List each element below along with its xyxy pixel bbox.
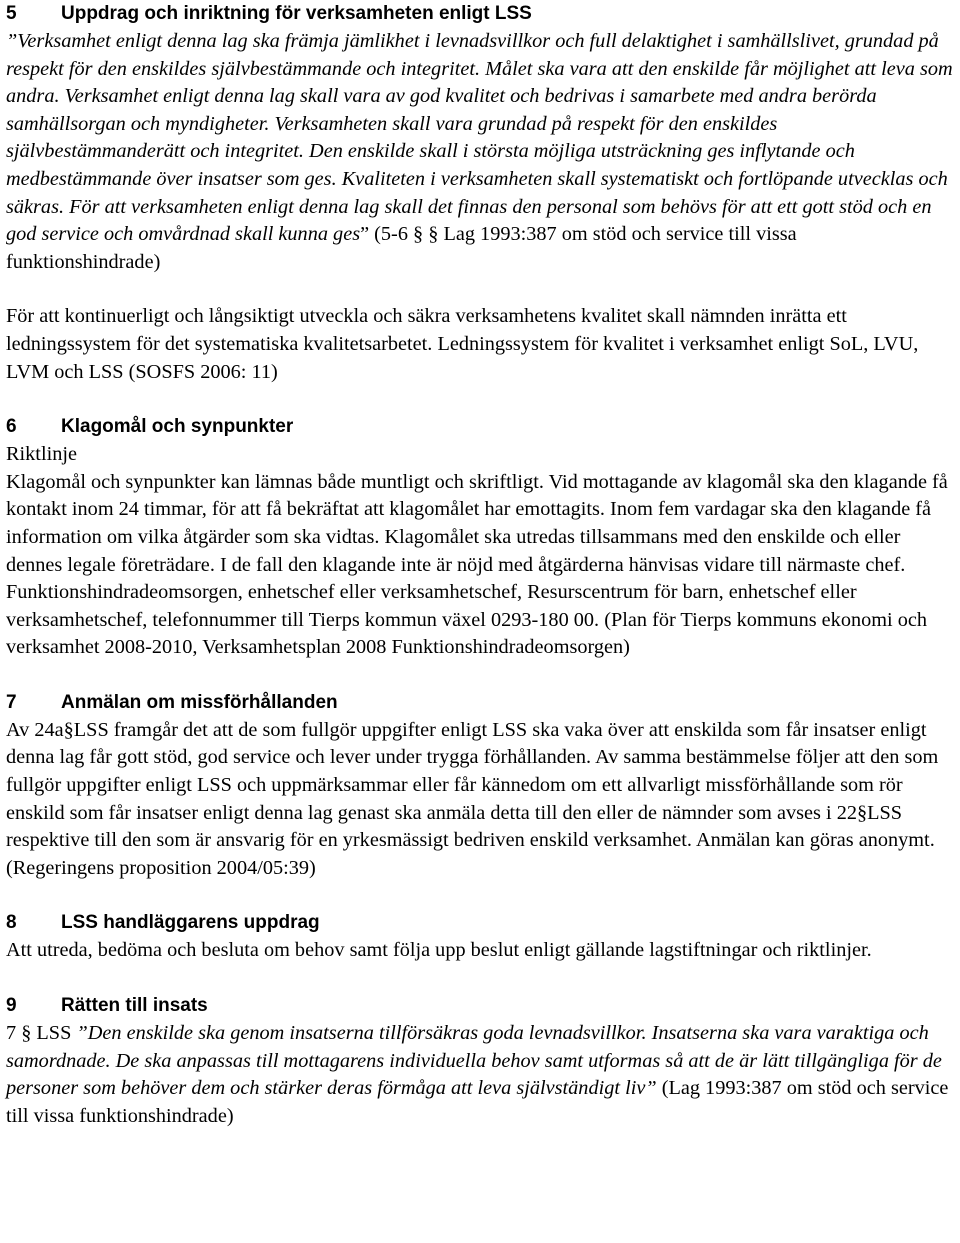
section-title: Uppdrag och inriktning för verksamheten enligt LSS — [61, 3, 532, 24]
section-number: 7 — [6, 691, 17, 713]
section-number: 6 — [6, 416, 17, 438]
section-5-quote-paragraph — [6, 28, 956, 276]
section-number: 9 — [6, 995, 17, 1017]
document-page — [6, 0, 956, 1130]
quote-text: ”Den enskilde ska genom insatserna tillförsäkras goda levnadsvillkor. Insatserna ska vara varaktiga och samordnade. De ska anpassas till mottagarens individuella behov samt utformas så att de är lätt tillgängliga för de personer som behöver dem och stärker deras förmåga att leva självständigt liv” — [6, 1022, 942, 1100]
section-9-paragraph — [6, 1020, 956, 1130]
section-title: Anmälan om missförhållanden — [61, 691, 338, 713]
section-5-paragraph-2: För att kontinuerligt och långsiktigt utveckla och säkra verksamhetens kvalitet skall nämnden inrätta ett ledningssystem för det systematiska kvalitetsarbetet. Ledningssystem för kvalitet i verksamhet enligt SoL, LVU, LVM och LSS (SOSFS 2006: 11) — [6, 305, 919, 383]
section-heading-9 — [6, 992, 956, 1020]
citation-text: (Lag 1993:387 om stöd och service till vissa funktionshindrade) — [6, 1077, 949, 1127]
section-title: LSS handläggarens uppdrag — [61, 912, 320, 934]
section-number: 5 — [6, 3, 17, 24]
section-heading-6 — [6, 413, 956, 441]
section-7-paragraph: Av 24a§LSS framgår det att de som fullgör uppgifter enligt LSS ska vaka över att enskilda som får insatser enligt denna lag får gott stöd, god service och lever under trygga förhållanden. Av samma bestämmelse följer att den som fullgör uppgifter enligt LSS och uppmärksammar eller får kännedom om ett allvarligt missförhållande som rör enskild som får insatser enligt denna lag genast ska anmäla detta till den eller de nämnder som avses i 22§LSS respektive till den som är ansvarig för en yrkesmässigt bedriven enskild verksamhet. Anmälan kan göras anonymt. (Regeringens proposition 2004/05:39) — [6, 718, 939, 879]
section-6-paragraph: Klagomål och synpunkter kan lämnas både muntligt och skriftligt. Vid mottagande av klagomål ska den klagande få kontakt inom 24 timmar, för att få bekräftat att klagomålet har emottagits. Inom fem vardagar ska den klagande få information om vilka åtgärder som ska vidtas. Klagomålet ska utredas tillsammans med den enskilde och eller dennes legale företrädare. I de fall den klagande inte är nöjd med åtgärderna hänvisas vidare till närmaste chef. Funktionshindradeomsorgen, enhetschef eller verksamhetschef, Resurscentrum för barn, enhetschef eller verksamhetschef, telefonnummer till Tierps kommun växel 0293-180 00. (Plan för Tierps kommuns ekonomi och verksamhet 2008-2010, Verksamhetsplan 2008 Funktionshindradeomsorgen) — [6, 470, 948, 659]
section-6-subtitle: Riktlinje — [6, 443, 77, 466]
section-title: Rätten till insats — [61, 995, 208, 1017]
section-heading-7 — [6, 689, 956, 717]
section-number: 8 — [6, 912, 17, 934]
citation-text: ” (5-6 § § Lag 1993:387 om stöd och service till vissa funktionshindrade) — [6, 223, 797, 273]
law-reference: 7 § LSS — [6, 1022, 77, 1045]
section-8-paragraph: Att utreda, bedöma och besluta om behov samt följa upp beslut enligt gällande lagstiftningar och riktlinjer. — [6, 939, 872, 962]
section-title: Klagomål och synpunkter — [61, 416, 294, 438]
section-heading-5 — [6, 0, 956, 28]
section-heading-8 — [6, 909, 956, 937]
quote-text: ”Verksamhet enligt denna lag ska främja jämlikhet i levnadsvillkor och full delaktighet i samhällslivet, grundad på respekt för den enskildes självbestämmande och integritet. Målet ska vara att den enskilde får möjlighet att leva som andra. Verksamhet enligt denna lag skall vara av god kvalitet och bedrivas i samarbete med andra berörda samhällsorgan och myndigheter. Verksamheten skall vara grundad på respekt för den enskildes självbestämmanderätt och integritet. Den enskilde skall i största möjliga utsträckning ges inflytande och medbestämmande över insatser som ges. Kvaliteten i verksamheten skall systematiskt och fortlöpande utvecklas och säkras. För att verksamheten enligt denna lag skall det finnas den personal som behövs för att ett gott stöd och en god service och omvårdnad skall kunna ges — [6, 30, 953, 246]
